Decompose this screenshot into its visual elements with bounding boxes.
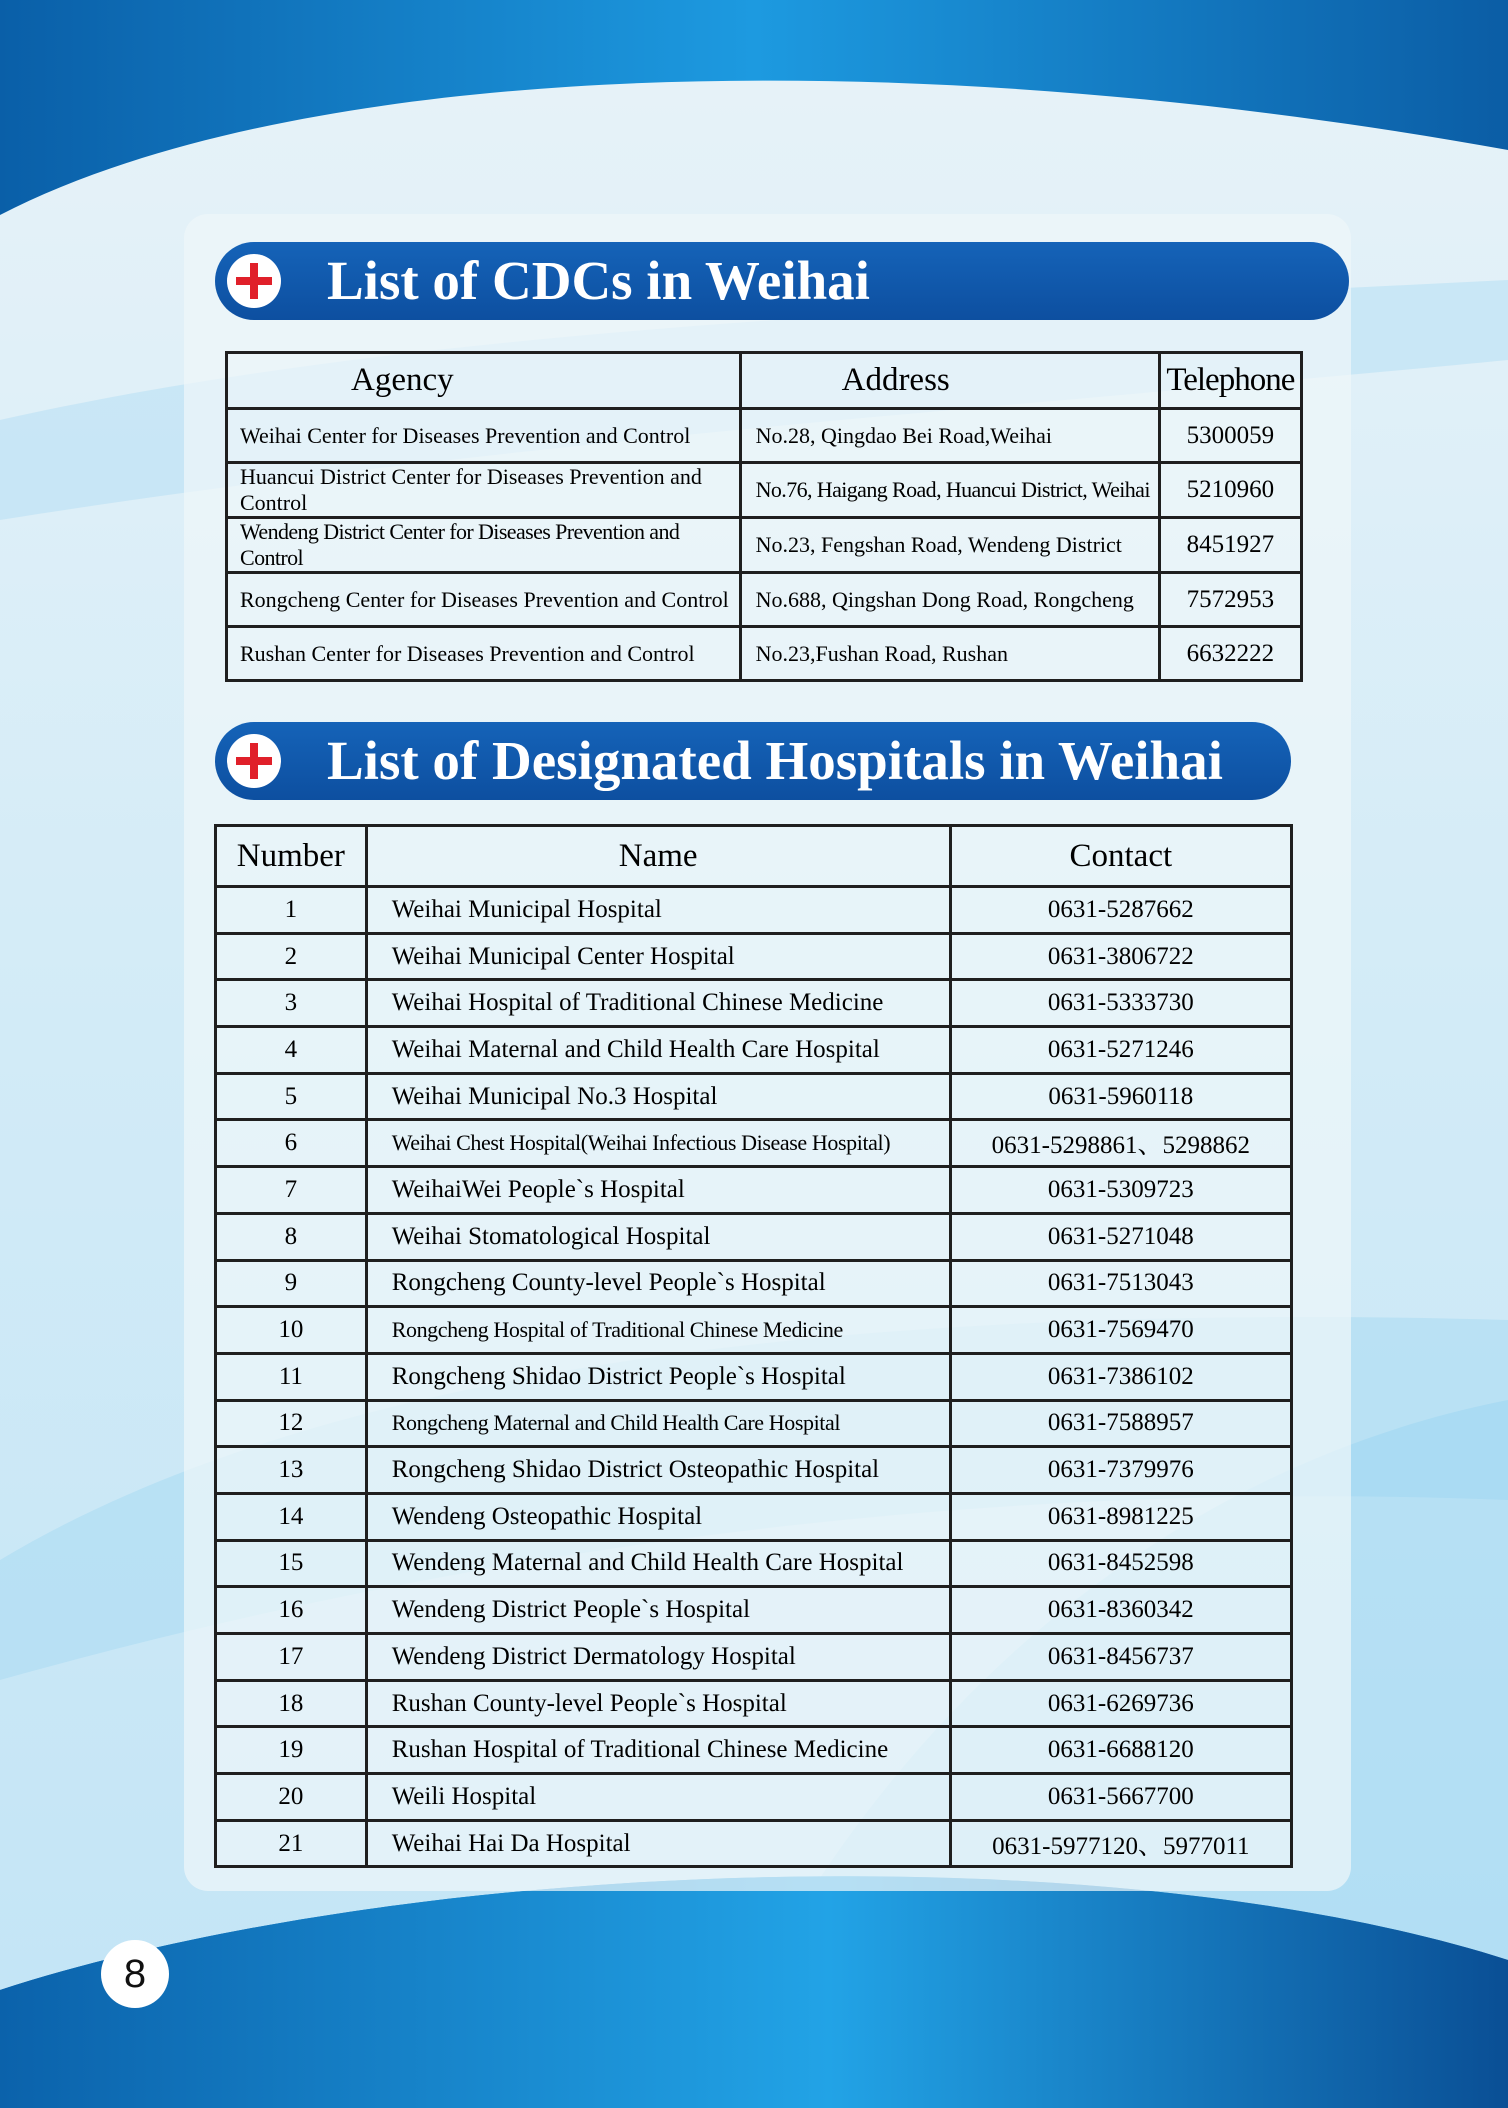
table-row	[216, 980, 1292, 1027]
name-cell: Weihai Municipal Hospital	[366, 887, 950, 934]
table-row	[216, 1027, 1292, 1074]
hospital-section-title: List of Designated Hospitals in Weihai	[327, 730, 1223, 791]
number-cell: 12	[216, 1400, 367, 1447]
table-row	[216, 1213, 1292, 1260]
name-cell: Rongcheng Hospital of Traditional Chinese Medicine	[366, 1307, 950, 1354]
contact-cell: 0631-7379976	[950, 1447, 1291, 1494]
page-number: 8	[101, 1940, 169, 2008]
name-cell: Rushan County-level People`s Hospital	[366, 1680, 950, 1727]
table-row	[216, 1680, 1292, 1727]
number-cell: 2	[216, 933, 367, 980]
contact-cell: 0631-7513043	[950, 1260, 1291, 1307]
name-cell: Wendeng Osteopathic Hospital	[366, 1493, 950, 1540]
contact-cell: 0631-8456737	[950, 1634, 1291, 1681]
contact-cell: 0631-5309723	[950, 1167, 1291, 1214]
contact-cell: 0631-5977120、5977011	[950, 1820, 1291, 1867]
name-cell: Rongcheng County-level People`s Hospital	[366, 1260, 950, 1307]
cdc-section-banner	[215, 242, 1349, 320]
name-cell: Rongcheng Maternal and Child Health Care Hospital	[366, 1400, 950, 1447]
telephone-cell: 5300059	[1159, 409, 1301, 463]
telephone-cell: 6632222	[1159, 627, 1301, 681]
telephone-cell: 7572953	[1159, 573, 1301, 627]
address-cell: No.28, Qingdao Bei Road,Weihai	[740, 409, 1159, 463]
hospital-table	[214, 824, 1293, 1868]
telephone-cell: 5210960	[1159, 463, 1301, 518]
number-cell: 19	[216, 1727, 367, 1774]
table-row	[216, 887, 1292, 934]
table-row	[227, 627, 1302, 681]
column-header-name: Name	[366, 826, 950, 887]
number-cell: 4	[216, 1027, 367, 1074]
contact-cell: 0631-5960118	[950, 1073, 1291, 1120]
name-cell: Weihai Hospital of Traditional Chinese Medicine	[366, 980, 950, 1027]
contact-cell: 0631-5287662	[950, 887, 1291, 934]
cdc-table	[225, 351, 1303, 682]
number-cell: 10	[216, 1307, 367, 1354]
name-cell: Rongcheng Shidao District Osteopathic Hospital	[366, 1447, 950, 1494]
name-cell: Weihai Maternal and Child Health Care Hospital	[366, 1027, 950, 1074]
contact-cell: 0631-5271246	[950, 1027, 1291, 1074]
table-row	[216, 1447, 1292, 1494]
table-row	[227, 573, 1302, 627]
number-cell: 17	[216, 1634, 367, 1681]
name-cell: WeihaiWei People`s Hospital	[366, 1167, 950, 1214]
table-row	[216, 1540, 1292, 1587]
number-cell: 20	[216, 1774, 367, 1821]
number-cell: 9	[216, 1260, 367, 1307]
agency-cell: Huancui District Center for Diseases Prevention and Control	[227, 463, 741, 518]
red-cross-icon	[227, 734, 281, 788]
name-cell: Weihai Chest Hospital(Weihai Infectious Disease Hospital)	[366, 1120, 950, 1167]
agency-cell: Weihai Center for Diseases Prevention and Control	[227, 409, 741, 463]
address-cell: No.76, Haigang Road, Huancui District, Weihai	[740, 463, 1159, 518]
number-cell: 15	[216, 1540, 367, 1587]
contact-cell: 0631-5333730	[950, 980, 1291, 1027]
table-row	[216, 1727, 1292, 1774]
name-cell: Weihai Municipal Center Hospital	[366, 933, 950, 980]
contact-cell: 0631-3806722	[950, 933, 1291, 980]
number-cell: 7	[216, 1167, 367, 1214]
table-row	[216, 1587, 1292, 1634]
column-header-contact: Contact	[950, 826, 1291, 887]
contact-cell: 0631-8360342	[950, 1587, 1291, 1634]
agency-cell: Rongcheng Center for Diseases Prevention and Control	[227, 573, 741, 627]
name-cell: Weihai Municipal No.3 Hospital	[366, 1073, 950, 1120]
number-cell: 16	[216, 1587, 367, 1634]
red-cross-icon	[227, 254, 281, 308]
table-row	[216, 1120, 1292, 1167]
contact-cell: 0631-7386102	[950, 1353, 1291, 1400]
table-row	[216, 1774, 1292, 1821]
address-cell: No.23,Fushan Road, Rushan	[740, 627, 1159, 681]
address-cell: No.23, Fengshan Road, Wendeng District	[740, 518, 1159, 573]
address-cell: No.688, Qingshan Dong Road, Rongcheng	[740, 573, 1159, 627]
name-cell: Weili Hospital	[366, 1774, 950, 1821]
name-cell: Rushan Hospital of Traditional Chinese Medicine	[366, 1727, 950, 1774]
number-cell: 6	[216, 1120, 367, 1167]
name-cell: Wendeng District Dermatology Hospital	[366, 1634, 950, 1681]
name-cell: Rongcheng Shidao District People`s Hospital	[366, 1353, 950, 1400]
table-row	[227, 409, 1302, 463]
number-cell: 21	[216, 1820, 367, 1867]
table-row	[216, 1493, 1292, 1540]
table-row	[216, 1307, 1292, 1354]
number-cell: 8	[216, 1213, 367, 1260]
contact-cell: 0631-6688120	[950, 1727, 1291, 1774]
column-header-agency: Agency	[227, 353, 741, 409]
table-row	[227, 518, 1302, 573]
table-row	[216, 1353, 1292, 1400]
contact-cell: 0631-6269736	[950, 1680, 1291, 1727]
column-header-address: Address	[740, 353, 1159, 409]
contact-cell: 0631-8981225	[950, 1493, 1291, 1540]
agency-cell: Wendeng District Center for Diseases Prevention and Control	[227, 518, 741, 573]
table-row	[216, 1634, 1292, 1681]
name-cell: Weihai Stomatological Hospital	[366, 1213, 950, 1260]
name-cell: Wendeng Maternal and Child Health Care Hospital	[366, 1540, 950, 1587]
table-row	[216, 1167, 1292, 1214]
number-cell: 3	[216, 980, 367, 1027]
contact-cell: 0631-7569470	[950, 1307, 1291, 1354]
number-cell: 11	[216, 1353, 367, 1400]
contact-cell: 0631-8452598	[950, 1540, 1291, 1587]
hospital-section-banner	[215, 722, 1291, 800]
number-cell: 5	[216, 1073, 367, 1120]
contact-cell: 0631-5298861、5298862	[950, 1120, 1291, 1167]
table-row	[216, 1820, 1292, 1867]
contact-cell: 0631-5271048	[950, 1213, 1291, 1260]
table-row	[216, 933, 1292, 980]
number-cell: 14	[216, 1493, 367, 1540]
cdc-section-title: List of CDCs in Weihai	[327, 250, 870, 311]
name-cell: Wendeng District People`s Hospital	[366, 1587, 950, 1634]
table-header-row	[216, 826, 1292, 887]
contact-cell: 0631-5667700	[950, 1774, 1291, 1821]
number-cell: 13	[216, 1447, 367, 1494]
column-header-number: Number	[216, 826, 367, 887]
table-row	[216, 1400, 1292, 1447]
table-header-row	[227, 353, 1302, 409]
telephone-cell: 8451927	[1159, 518, 1301, 573]
table-row	[216, 1260, 1292, 1307]
contact-cell: 0631-7588957	[950, 1400, 1291, 1447]
table-row	[227, 463, 1302, 518]
number-cell: 1	[216, 887, 367, 934]
column-header-telephone: Telephone	[1159, 353, 1301, 409]
name-cell: Weihai Hai Da Hospital	[366, 1820, 950, 1867]
agency-cell: Rushan Center for Diseases Prevention and Control	[227, 627, 741, 681]
number-cell: 18	[216, 1680, 367, 1727]
table-row	[216, 1073, 1292, 1120]
